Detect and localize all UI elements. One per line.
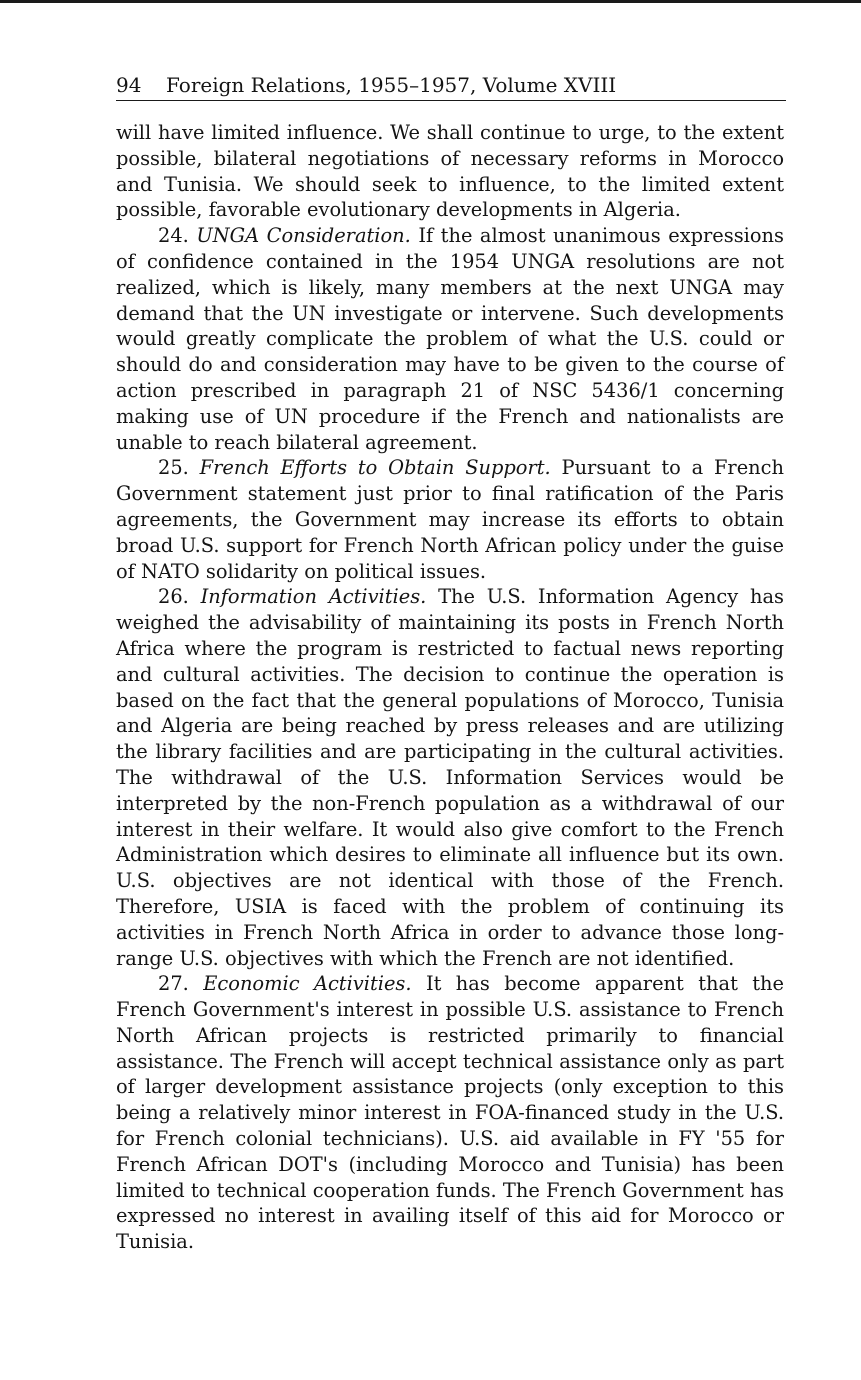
paragraph-text: It has become apparent that the French Government's interest in possible U.S. assistance to French North African projects is restricted primarily to financial assistance. The French will accept technical assistance only as part of larger development assistance projects (only exception to this being a relatively minor interest in FOA-financed study in the U.S. for French colonial technicians). U.S. aid available in FY '55 for French African DOT's (including Morocco and Tunisia) has been limited to technical cooperation funds. The French Government has expressed no interest in availing itself of this aid for Morocco or Tunisia. xyxy=(116,972,785,1254)
paragraph-number: 24. xyxy=(158,224,189,248)
paragraph-26 xyxy=(116,584,784,971)
paragraph-24 xyxy=(116,223,784,455)
page-number: 94 xyxy=(116,73,142,97)
paragraph-heading: French Efforts to Obtain Support. xyxy=(199,456,551,480)
paragraph-continuation xyxy=(116,120,784,223)
paragraph-text: If the almost unanimous expressions of confidence contained in the 1954 UNGA resolutions are not realized, which is likely, many members at the next UNGA may demand that the UN investigate or intervene. Such developments would greatly complicate the problem of what the U.S. could or should do and consideration may have to be given to the course of action prescribed in paragraph 21 of NSC 5436/1 concerning making use of UN procedure if the French and nationalists are unable to reach bilateral agreement. xyxy=(116,224,785,454)
paragraph-number: 26. xyxy=(158,585,189,609)
paragraph-text: Pursuant to a French Government statement just prior to final ratification of the Paris agreements, the Government may increase its efforts to obtain broad U.S. support for French North African policy under the guise of NATO solidarity on political issues. xyxy=(116,456,785,583)
paragraph-number: 25. xyxy=(158,456,189,480)
paragraph-text: will have limited influence. We shall continue to urge, to the extent possible, bilateral negotiations of necessary reforms in Morocco and Tunisia. We should seek to influence, to the limited extent possible, favorable evolutionary developments in Algeria. xyxy=(116,121,784,222)
volume-title: Foreign Relations, 1955–1957, Volume XVIII xyxy=(166,73,617,97)
paragraph-heading: Economic Activities. xyxy=(203,972,412,996)
page-top-edge xyxy=(0,0,861,3)
body-text xyxy=(116,120,784,1255)
paragraph-27 xyxy=(116,971,784,1255)
running-head xyxy=(116,72,786,101)
paragraph-heading: Information Activities. xyxy=(200,585,427,609)
paragraph-text: The U.S. Information Agency has weighed the advisability of maintaining its posts in French North Africa where the program is restricted to factual news reporting and cultural activities. The decision to continue the operation is based on the fact that the general populations of Morocco, Tunisia and Algeria are being reached by press releases and are utilizing the library facilities and are participating in the cultural activities. The withdrawal of the U.S. Information Services would be interpreted by the non-French population as a withdrawal of our interest in their welfare. It would also give comfort to the French Administration which desires to eliminate all influence but its own. U.S. objectives are not identical with those of the French. Therefore, USIA is faced with the problem of continuing its activities in French North Africa in order to advance those long-range U.S. objectives with which the French are not identified. xyxy=(116,585,784,970)
paragraph-heading: UNGA Consideration. xyxy=(196,224,411,248)
paragraph-number: 27. xyxy=(158,972,189,996)
paragraph-25 xyxy=(116,455,784,584)
